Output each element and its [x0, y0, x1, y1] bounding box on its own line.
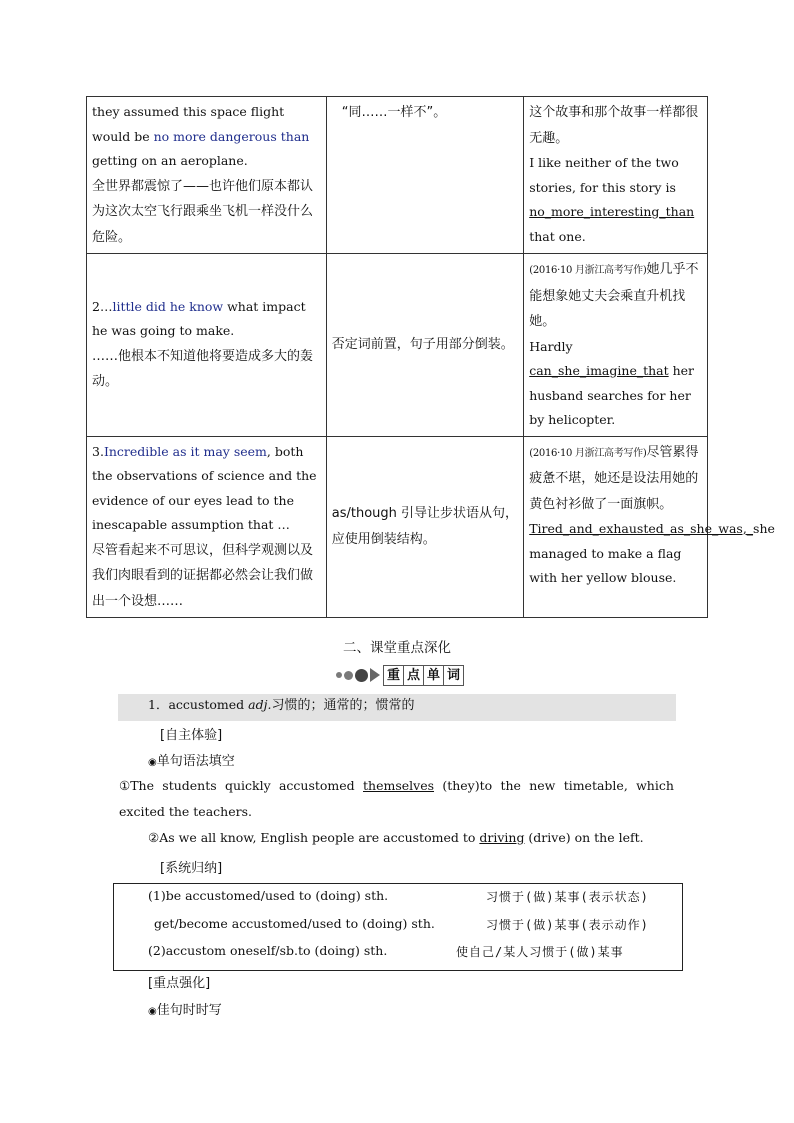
exercise-cell [524, 97, 708, 254]
rule-cell [326, 254, 523, 437]
entry-meaning: 习惯的；通常的；惯常的 [271, 698, 415, 713]
banner-char: 重 [383, 665, 404, 686]
entry-number: 1． [148, 697, 169, 712]
question-2: ②As we all know, English people are accustomed to driving (drive) on the left. [148, 830, 644, 845]
rule-text: 否定词前置，句子用部分倒装。 [331, 337, 514, 352]
example-translation: ……他根本不知道他将要造成多大的轰动。 [92, 348, 314, 390]
entry-pos: adj. [248, 697, 272, 712]
source-label: (2016·10 月浙江高考写作) [529, 265, 647, 276]
example-text: they assumed this space flight would be [92, 104, 285, 144]
section-title: 二、课堂重点深化 [343, 640, 451, 656]
answer-blank: themselves [363, 778, 435, 793]
key-words-banner [336, 664, 464, 686]
example-text: , both the observations of science and the evidence of our eyes lead to the inescapable assumption that … [92, 443, 317, 532]
focus-label: [重点强化] [148, 976, 211, 991]
summary-meaning: 习惯于(做)某事(表示动作) [486, 918, 649, 932]
word-entry [118, 694, 676, 721]
banner-char: 单 [423, 665, 444, 686]
exercise-prompt: 她几乎不能想象她丈夫会乘直升机找她。 [529, 262, 699, 329]
exercise-text: that one. [529, 228, 586, 244]
exercise-text: her husband searches for her by helicopter. [529, 363, 695, 427]
rule-text: as/though 引导让步状语从句，应使用倒装结构。 [331, 506, 519, 547]
source-label: (2016·10 月浙江高考写作) [529, 447, 647, 459]
banner-char: 点 [403, 665, 424, 686]
question-1-cont: excited the teachers. [119, 804, 252, 819]
entry-word: accustomed [168, 697, 249, 712]
exercise-text: she managed to make a flag with her yellow blouse. [529, 521, 775, 585]
practice-label: [自主体验] [160, 728, 223, 743]
exercise-cell [524, 436, 775, 618]
answer-blank: driving [479, 830, 525, 845]
exercise-answer: no_more_interesting_than [529, 204, 695, 219]
exercise-prompt: 尽管累得疲惫不堪，她还是设法用她的黄色衬衫做了一面旗帜。 [529, 444, 699, 512]
summary-box [113, 883, 683, 971]
practice-subtitle: ◉单句语法填空 [148, 754, 235, 769]
table-row [87, 97, 708, 254]
banner-label [384, 665, 464, 686]
rule-text: “同……一样不”。 [341, 105, 447, 120]
focus-subtitle: ◉佳句时时写 [148, 1003, 222, 1018]
table-row [87, 254, 708, 437]
highlight-phrase: Incredible as it may seem [103, 443, 267, 459]
exercise-text: I like neither of the two stories, for this story is [529, 155, 679, 195]
summary-phrase: get/become accustomed/used to (doing) sth. [154, 916, 435, 931]
exercise-answer: Tired_and_exhausted_as_she_was,_ [529, 521, 754, 536]
item-number: 2… [92, 298, 113, 314]
highlight-phrase: little did he know [112, 298, 224, 314]
summary-label: [系统归纳] [160, 861, 223, 876]
summary-meaning: 使自己/某人习惯于(做)某事 [456, 945, 624, 959]
summary-meaning: 习惯于(做)某事(表示状态) [486, 890, 649, 904]
item-number: 3. [92, 443, 104, 459]
grammar-table [86, 96, 775, 618]
summary-phrase: (1)be accustomed/used to (doing) sth. [148, 888, 389, 903]
summary-phrase: (2)accustom oneself/sb.to (doing) sth. [148, 943, 388, 958]
example-text: what impact he was going to make. [92, 298, 306, 339]
rule-cell [326, 436, 523, 618]
highlight-phrase: no more dangerous than [153, 128, 310, 144]
example-cell [87, 97, 327, 254]
example-text: getting on an aeroplane. [92, 153, 248, 168]
example-translation: 全世界都震惊了——也许他们原本都认为这次太空飞行跟乘坐飞机一样没什么危险。 [92, 178, 314, 245]
example-translation: 尽管看起来不可思议，但科学观测以及我们肉眼看到的证据都必然会让我们做出一个设想…… [92, 542, 314, 609]
table-row [87, 436, 708, 618]
exercise-text: Hardly [529, 338, 573, 354]
rule-cell [326, 97, 523, 254]
banner-bullets-icon [336, 668, 380, 682]
exercise-answer: can_she_imagine_that [529, 363, 669, 378]
banner-char: 词 [443, 665, 464, 686]
exercise-cell [524, 254, 708, 437]
exercise-prompt: 这个故事和那个故事一样都很无趣。 [529, 105, 699, 146]
example-cell [87, 436, 327, 618]
question-1: ①The students quickly accustomed themselves (they)to the new timetable, which [119, 778, 674, 793]
example-cell [87, 254, 327, 437]
